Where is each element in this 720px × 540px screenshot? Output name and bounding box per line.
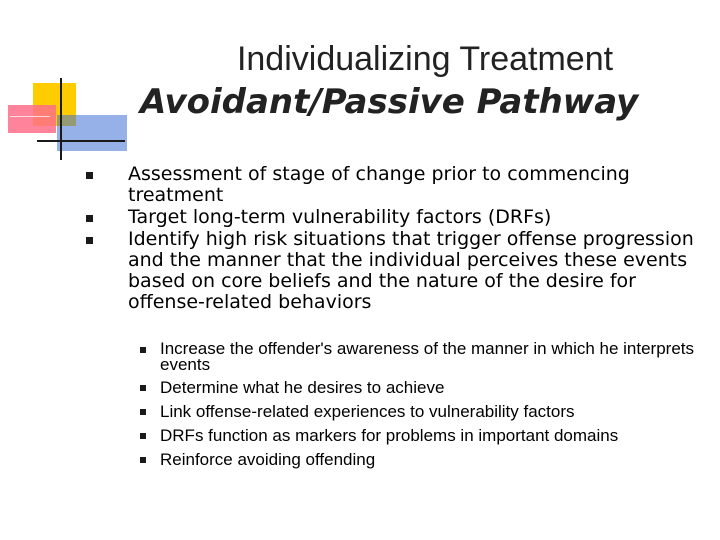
sub-bullet-item <box>140 341 710 373</box>
sub-bullet-text: Reinforce avoiding offending <box>160 450 376 469</box>
sub-bullet-text: Increase the offender's awareness of the manner in which he interprets events <box>160 339 695 374</box>
pink-square-shape <box>8 105 56 133</box>
bullet-item <box>84 207 704 228</box>
square-bullet-icon <box>86 172 93 179</box>
square-bullet-icon <box>86 215 93 222</box>
bullet-text: Identify high risk situations that trigger offense progression and the manner that the individual perceives these events based on core beliefs and the nature of the desire for offense-related behaviors <box>128 228 694 313</box>
decorative-squares-logo <box>0 0 130 170</box>
square-bullet-icon <box>140 457 146 463</box>
bullet-item <box>84 164 704 206</box>
bullet-item <box>84 229 704 313</box>
horizontal-line <box>37 140 125 142</box>
sub-bullet-text: Link offense-related experiences to vulnerability factors <box>160 402 575 421</box>
blue-square-shape <box>57 115 127 151</box>
bullet-text: Assessment of stage of change prior to commencing treatment <box>128 163 630 206</box>
vertical-line <box>60 78 62 160</box>
bullet-list <box>84 164 704 314</box>
square-bullet-icon <box>140 347 146 353</box>
highlight-line <box>10 116 50 117</box>
slide-subtitle: Avoidant/Passive Pathway <box>140 82 639 122</box>
sub-bullet-list <box>140 341 710 475</box>
sub-bullet-item <box>140 427 710 445</box>
sub-bullet-item <box>140 379 710 397</box>
square-bullet-icon <box>140 409 146 415</box>
sub-bullet-item <box>140 451 710 469</box>
sub-bullet-item <box>140 403 710 421</box>
bullet-text: Target long-term vulnerability factors (DRFs) <box>128 206 552 228</box>
sub-bullet-text: DRFs function as markers for problems in important domains <box>160 426 619 445</box>
sub-bullet-text: Determine what he desires to achieve <box>160 378 445 397</box>
square-bullet-icon <box>140 385 146 391</box>
slide-title: Individualizing Treatment <box>236 40 614 78</box>
square-bullet-icon <box>86 237 93 244</box>
square-bullet-icon <box>140 433 146 439</box>
